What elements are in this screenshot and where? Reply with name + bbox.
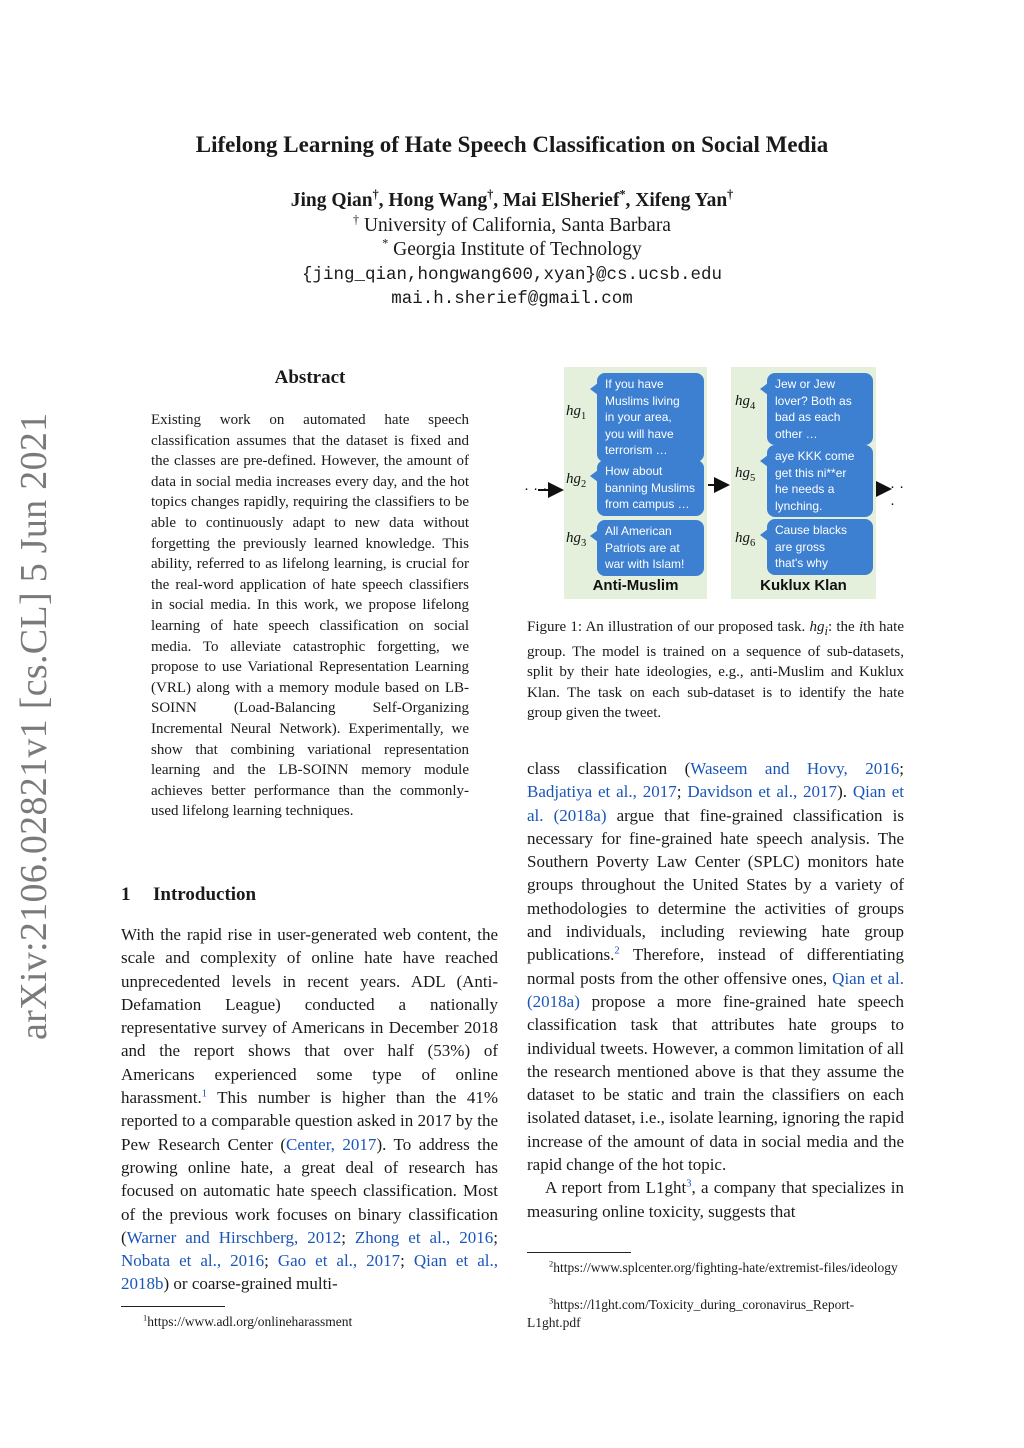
hate-group-label: $hg_6$: [735, 530, 756, 549]
affiliation-mark: †: [487, 187, 494, 202]
footnote-1: $^1$https://www.adl.org/onlineharassment: [143, 1313, 353, 1329]
citation-link[interactable]: Zhong et al., 2016: [354, 1227, 494, 1247]
citation-link[interactable]: Warner and Hirschberg, 2012: [126, 1227, 342, 1247]
intro-paragraph-3: A report from L1ght$^3$, a company that specializes in measuring online toxicity, suggests that: [527, 1178, 904, 1221]
footnote-ref[interactable]: 2: [614, 945, 620, 957]
affiliation-ucsb: † University of California, Santa Barbara: [353, 212, 671, 236]
tweet-bubble: How about banning Muslims from campus …: [597, 460, 704, 516]
author-name: Hong Wang: [388, 190, 488, 211]
citation-link[interactable]: Waseem and Hovy, 2016: [690, 759, 900, 778]
sequence-dots: · · ·: [890, 478, 905, 512]
footnote-rule: [527, 1252, 631, 1253]
section-title: Introduction: [153, 884, 257, 905]
author-name: Mai ElSherief: [503, 190, 620, 211]
footnote-rule: [121, 1306, 225, 1307]
abstract-text: Existing work on automated hate speech classification assumes that the dataset is fixed and the classes are pre-defined. However, the amount of data in social media increases every day, and the hot topics changes rapidly, requiring the classifiers to be able to continuously adapt to new data without forgetting the previously learned knowledge. This ability, referred to as lifelong learning, is crucial for the real-word application of hate speech classifiers in social media. In this work, we propose lifelong learning of hate speech classification on social media. To alleviate catastrophic forgetting, we propose to use Variational Representation Learning (VRL) along with a memory module based on LB-SOINN (Load-Balancing Self-Organizing Incremental Neural Network). Experimentally, we show that combining variational representation learning and the LB-SOINN memory module achieves better performance than the commonly-used lifelong learning techniques.: [151, 412, 469, 820]
citation-link[interactable]: Center, 2017: [286, 1134, 377, 1154]
footnote-ref[interactable]: 3: [686, 1178, 692, 1190]
author-block: [0, 189, 1024, 312]
hate-group-label: $hg_4$: [735, 393, 756, 412]
figure-1: [520, 365, 910, 600]
tweet-bubble: Jew or Jew lover? Both as bad as each other …: [767, 373, 873, 445]
intro-paragraph-1: With the rapid rise in user-generated web content, the scale and complexity of online hate have reached unprecedented levels in recent years. ADL (Anti-Defamation League) conducted a nationally representative survey of Americans in December 2018 and the report shows that over half (53%) of Americans experienced some type of online harassment.$^1$ This number is higher than the 41% reported to a comparable question asked in 2017 by the Pew Research Center (Center, 2017). To address the growing online hate, a great deal of research has focused on automatic hate speech classification. Most of the previous work focuses on binary classification (Warner and Hirschberg, 2012; Zhong et al., 2016; Nobata et al., 2016; Gao et al., 2017; Qian et al., 2018b) or coarse-grained multi-: [121, 925, 498, 1294]
author-name: Xifeng Yan: [635, 190, 728, 211]
intro-paragraph-2: class classification (Waseem and Hovy, 2016; Badjatiya et al., 2017; Davidson et al., 2017). Qian et al. (2018a) argue that fine-grained classification is necessary for fine-grained hate speech analysis. The Southern Poverty Law Center (SPLC) monitors hate groups throughout the United States by a variety of methodologies to determine the activities of groups and individuals, including reviewing hate group publications.$^2$ Therefore, instead of differentiating normal posts from the other offensive ones, Qian et al. (2018a) propose a more fine-grained hate speech classification task that attributes hate groups to individual tweets. However, a common limitation of all the research mentioned above is that they assume the dataset to be static and train the classifiers on each isolated dataset, i.e., isolate learning, ignoring the rapid increase of the amount of data in social media and the rapid change of the hot topic.: [527, 759, 904, 1175]
panel-label: Anti-Muslim: [592, 577, 679, 594]
footnote-ref[interactable]: 1: [201, 1088, 207, 1100]
affiliation-mark: *: [619, 187, 626, 202]
citation-link[interactable]: Qian et al. (2018a): [527, 782, 904, 825]
sequence-dots: · · ·: [524, 480, 548, 497]
author-email: {jing_qian,hongwang600,xyan}@cs.ucsb.edu: [301, 264, 723, 285]
tweet-bubble: aye KKK come get this ni**er he needs a lynching.: [767, 445, 873, 517]
hate-group-label: $hg_5$: [735, 465, 756, 484]
hate-group-label: $hg_2$: [566, 471, 587, 490]
citation-link[interactable]: Nobata et al., 2016: [121, 1251, 265, 1271]
panel-kuklux-klan: [731, 367, 876, 599]
footnote-3: $^3$https://l1ght.com/Toxicity_during_coronavirus_Report-L1ght.pdf: [527, 1296, 855, 1330]
intro-right-column: [527, 757, 904, 1223]
panel-anti-muslim: [564, 367, 707, 599]
tweet-bubble: Cause blacks are gross that's why: [767, 519, 873, 575]
paper-title: Lifelong Learning of Hate Speech Classification on Social Media: [195, 132, 829, 157]
author-name: Jing Qian: [290, 190, 373, 211]
tweet-bubble: If you have Muslims living in your area, you will have terrorism …: [597, 373, 704, 462]
hate-group-label: $hg_1$: [566, 403, 587, 422]
tweet-bubble: All American Patriots are at war with Islam!: [597, 520, 704, 576]
citation-link[interactable]: Davidson et al., 2017: [687, 782, 838, 802]
abstract-heading: Abstract: [274, 367, 346, 388]
panel-label: Kuklux Klan: [760, 577, 847, 594]
section-number: 1: [121, 884, 131, 905]
section-heading: [121, 884, 256, 906]
hate-group-label: $hg_3$: [566, 530, 587, 549]
figure-caption: Figure 1: An illustration of our proposed task. $hg_i$: the ith hate group. The model is trained on a sequence of sub-datasets, split by their hate ideologies, e.g., anti-Muslim and Kuklux Klan. The task on each sub-dataset is to identify the hate group given the tweet.: [527, 619, 904, 721]
citation-link[interactable]: Qian et al. (2018a): [527, 968, 904, 1011]
citation-link[interactable]: Gao et al., 2017: [277, 1251, 401, 1271]
affiliation-mark: †: [372, 187, 379, 202]
citation-link[interactable]: Badjatiya et al., 2017: [527, 782, 677, 802]
affiliation-mark: †: [727, 187, 734, 202]
citation-link[interactable]: Qian et al., 2018b: [121, 1251, 498, 1294]
affiliation-gatech: * Georgia Institute of Technology: [382, 236, 642, 260]
author-names: Jing Qian†, Hong Wang†, Mai ElSherief*, Xifeng Yan†: [290, 187, 734, 211]
arxiv-identifier: arXiv:2106.02821v1 [cs.CL] 5 Jun 2021: [13, 412, 55, 1040]
author-email: mai.h.sherief@gmail.com: [391, 289, 633, 309]
footnote-2: $^2$https://www.splcenter.org/fighting-hate/extremist-files/ideology: [549, 1259, 898, 1275]
